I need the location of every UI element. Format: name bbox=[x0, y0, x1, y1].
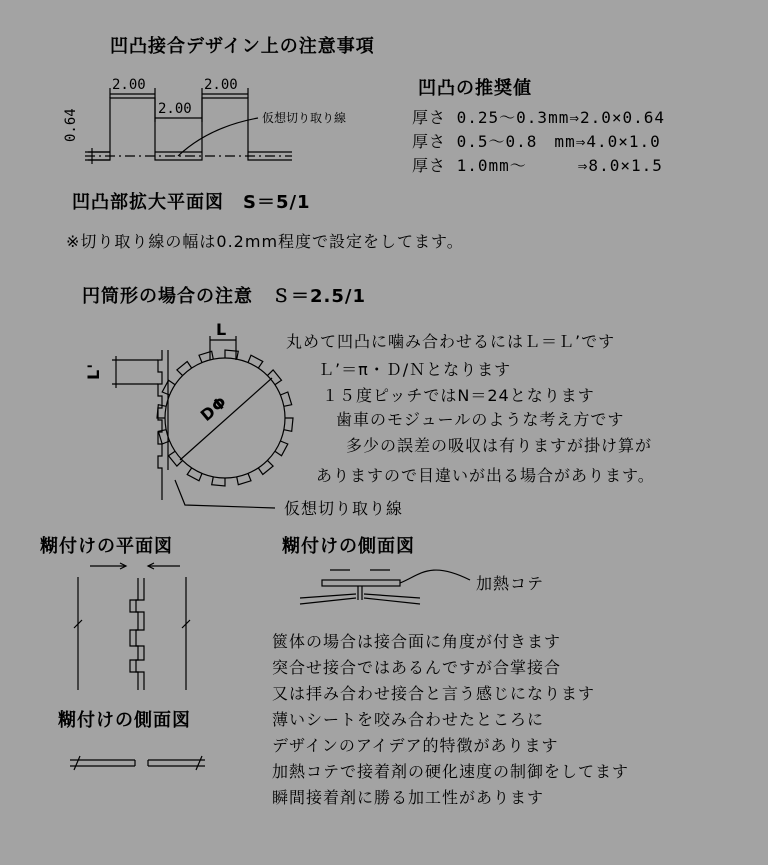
cylinder-label-l-prime: L' bbox=[84, 362, 103, 380]
cylinder-note: ありますので目違いが出る場合があります。 bbox=[316, 466, 655, 485]
cylinder-label-l: L bbox=[216, 320, 228, 339]
bottom-note: 瞬間接着剤に勝る加工性があります bbox=[272, 788, 545, 807]
dim-label-height: 0.64 bbox=[63, 108, 79, 142]
enlarged-heading: 凹凸部拡大平面図 S＝5/1 bbox=[72, 192, 311, 213]
cylinder-note: Ｌ’＝π・Ｄ/Ｎとなります bbox=[318, 360, 512, 379]
dim-label-a: 2.00 bbox=[112, 77, 146, 93]
glue-plan-heading: 糊付けの平面図 bbox=[40, 536, 173, 557]
glue-side-right-drawing bbox=[300, 570, 470, 604]
page-title: 凹凸接合デザイン上の注意事項 bbox=[110, 36, 375, 57]
bottom-note: 篋体の場合は接合面に角度が付きます bbox=[272, 632, 562, 651]
glue-side-right-heading: 糊付けの側面図 bbox=[282, 536, 415, 557]
bottom-note: 薄いシートを咬み合わせたところに bbox=[272, 710, 545, 729]
dim-label-b: 2.00 bbox=[158, 101, 192, 117]
glue-side-left-drawing bbox=[70, 756, 205, 770]
cylinder-gear-drawing bbox=[112, 336, 293, 508]
bottom-note: 又は拝み合わせ接合と言う感じになります bbox=[272, 684, 596, 703]
cylinder-note: 丸めて凹凸に噛み合わせるにはＬ＝Ｌ’です bbox=[286, 332, 616, 351]
recommended-row: 厚さ 0.5〜0.8 mm⇒4.0×1.0 bbox=[412, 132, 661, 151]
cylinder-note: 歯車のモジュールのような考え方です bbox=[336, 410, 625, 429]
iron-label: 加熱コテ bbox=[476, 574, 545, 593]
cylinder-label-diameter: DΦ bbox=[196, 391, 232, 426]
bottom-note: デザインのアイデア的特徴があります bbox=[272, 736, 559, 755]
glue-side-left-heading: 糊付けの側面図 bbox=[58, 710, 191, 731]
recommended-row: 厚さ 1.0mm〜 ⇒8.0×1.5 bbox=[412, 156, 663, 175]
bottom-note: 突合せ接合ではあるんですが合掌接合 bbox=[272, 658, 562, 677]
glue-plan-drawing bbox=[74, 563, 190, 690]
cylinder-note: 多少の誤差の吸収は有りますが掛け算が bbox=[346, 436, 653, 455]
cut-line-label-top: 仮想切り取り線 bbox=[262, 111, 347, 125]
enlarged-note: ※切り取り線の幅は0.2mm程度で設定をしてます。 bbox=[66, 232, 464, 251]
cylinder-note: １５度ピッチではN＝24となります bbox=[322, 386, 595, 405]
tooth-profile-top bbox=[85, 88, 292, 164]
bottom-note: 加熱コテで接着剤の硬化速度の制御をしてます bbox=[272, 762, 630, 781]
recommended-row: 厚さ 0.25〜0.3mm⇒2.0×0.64 bbox=[412, 108, 666, 127]
dim-label-c: 2.00 bbox=[204, 77, 238, 93]
recommended-heading: 凹凸の推奨値 bbox=[418, 78, 532, 99]
cylinder-heading: 円筒形の場合の注意 Ｓ＝2.5/1 bbox=[82, 286, 366, 307]
cut-line-label-cylinder: 仮想切り取り線 bbox=[284, 499, 404, 518]
